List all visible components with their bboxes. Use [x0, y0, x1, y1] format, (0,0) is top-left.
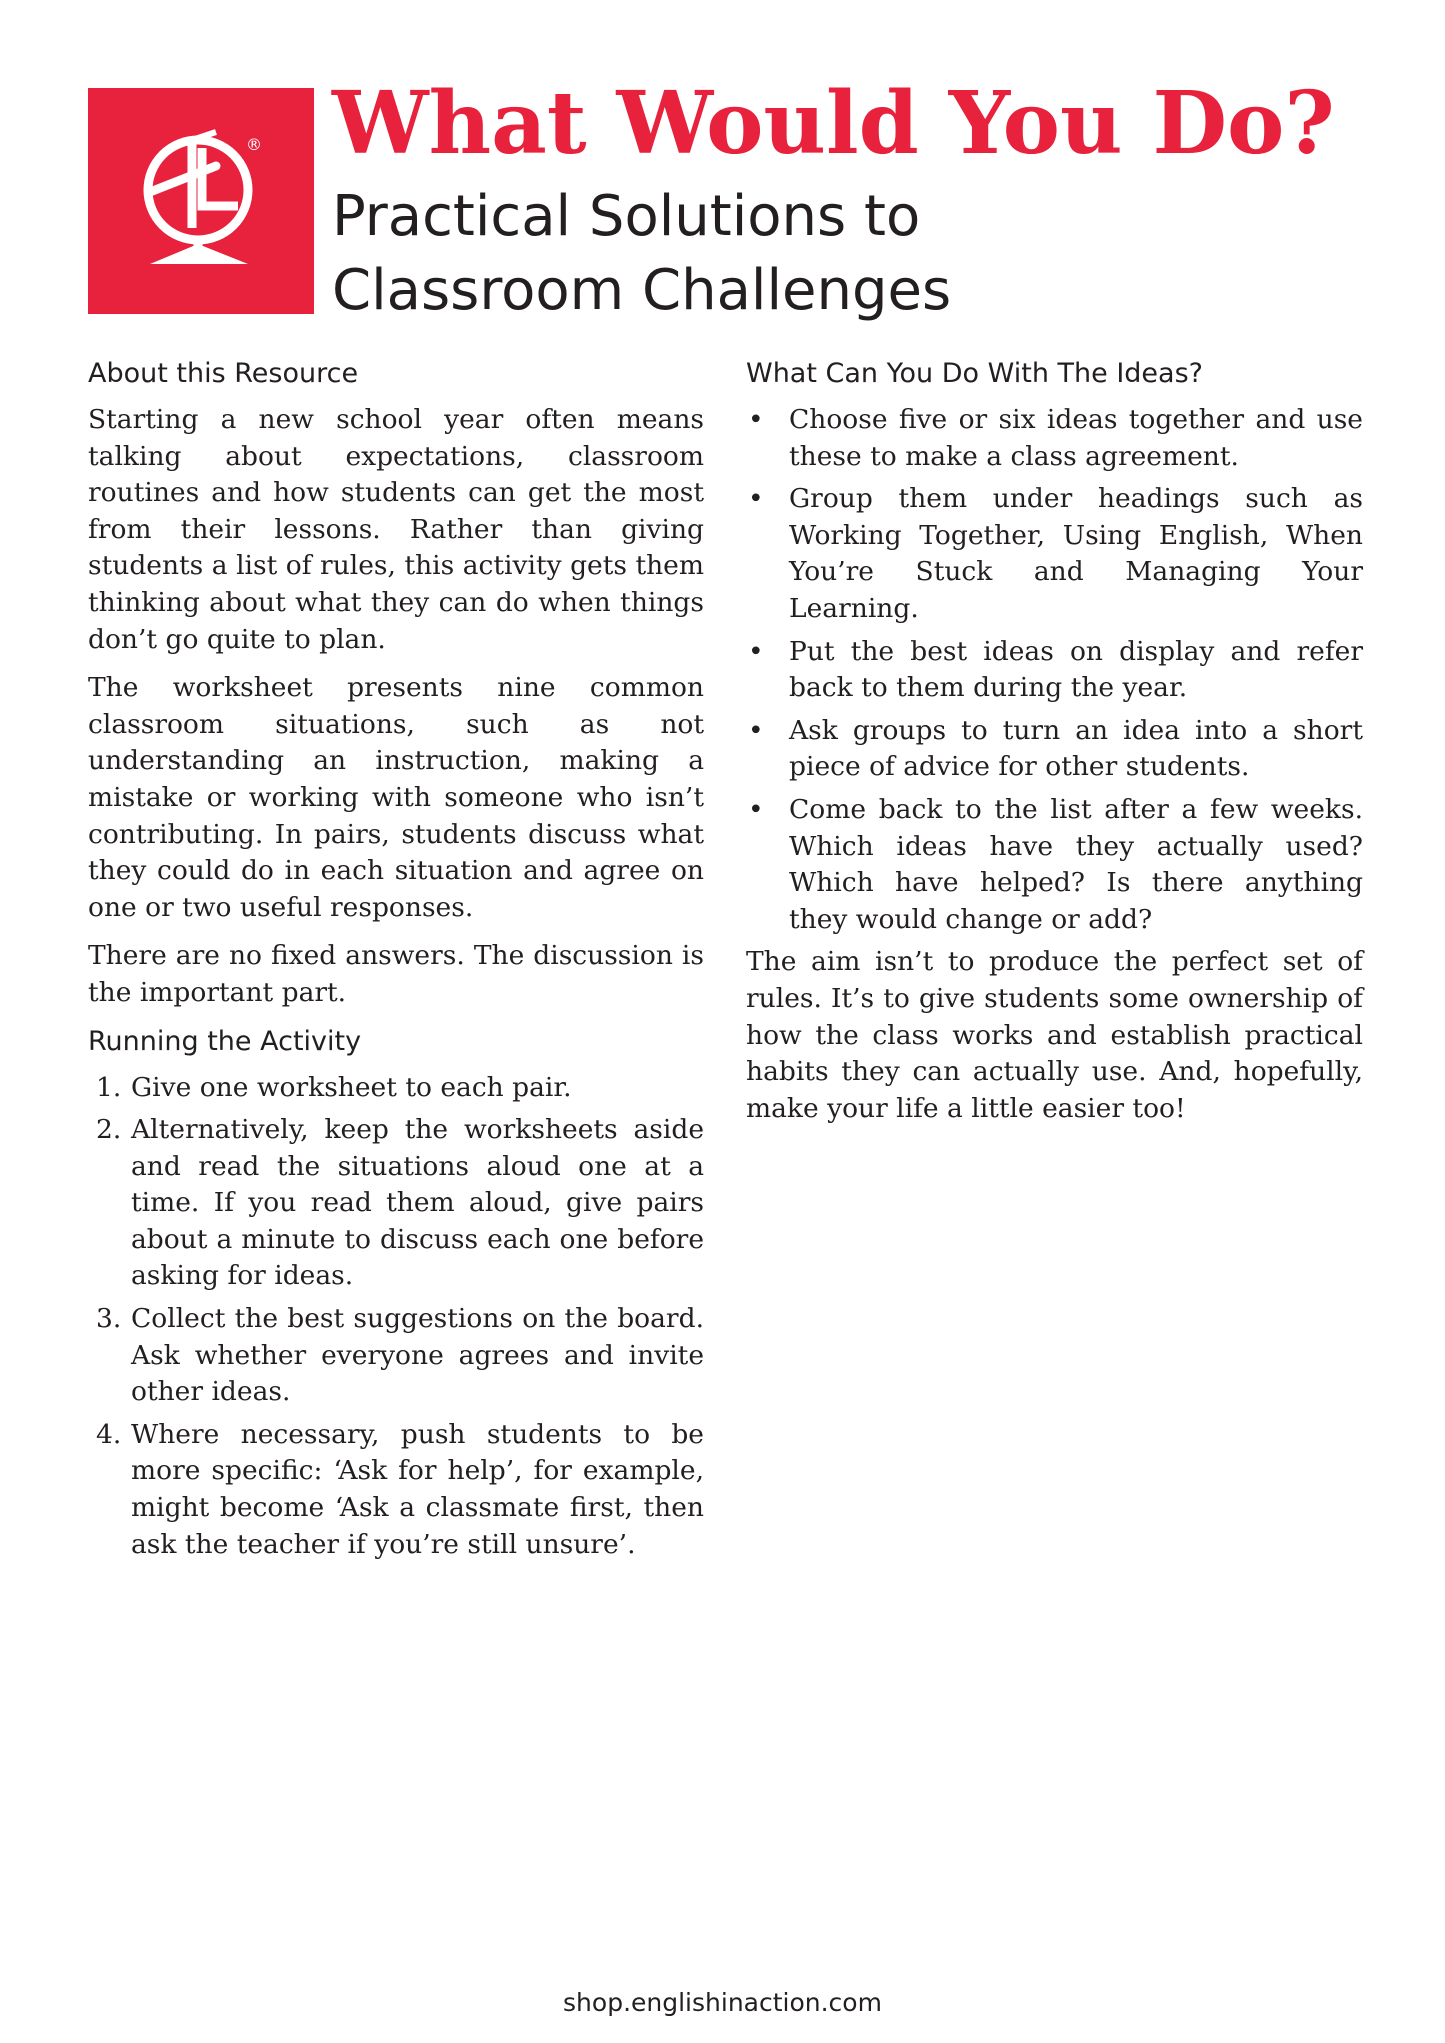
- about-paragraph: There are no fixed answers. The discussion is the important part.: [88, 940, 704, 1008]
- steps-list: [88, 1070, 704, 1564]
- closing-paragraph: The aim isn’t to produce the perfect set of rules. It’s to give students some ownership of how the class works and establish practical habits they can actually use. And, hopefully, make your life a little easier too!: [746, 946, 1363, 1124]
- left-column: [88, 356, 704, 1569]
- step-item: 2. Alternatively, keep the worksheets aside and read the situations aloud one at a time. If you read them aloud, give pairs about a minute to discuss each one before asking for ideas.: [88, 1112, 704, 1295]
- svg-text:®: ®: [246, 135, 262, 154]
- step-item: 4. Where necessary, push students to be more specific: ‘Ask for help’, for example, might become ‘Ask a classmate first, then ask the teacher if you’re still unsure’.: [88, 1417, 704, 1563]
- page-subtitle: [332, 180, 951, 328]
- step-item: 1. Give one worksheet to each pair.: [88, 1070, 704, 1107]
- idea-item: • Choose five or six ideas together and use these to make a class agreement.: [746, 402, 1363, 475]
- logo-icon: [88, 88, 314, 314]
- page-title: What Would You Do?: [332, 73, 1335, 174]
- idea-item: • Ask groups to turn an idea into a short piece of advice for other students.: [746, 713, 1363, 786]
- ideas-list: [746, 402, 1363, 938]
- about-paragraph: The worksheet presents nine common classroom situations, such as not understanding an instruction, making a mistake or working with someone who isn’t contributing. In pairs, students discuss what they could do in each situation and agree on one or two useful responses.: [88, 672, 704, 923]
- running-heading: Running the Activity: [88, 1025, 362, 1057]
- right-column: [746, 356, 1363, 1139]
- idea-item: • Put the best ideas on display and refer back to them during the year.: [746, 634, 1363, 707]
- subtitle-line-1: Practical Solutions to: [332, 184, 921, 249]
- footer-url[interactable]: shop.englishinaction.com: [563, 1988, 882, 2017]
- idea-item: • Group them under headings such as Working Together, Using English, When You’re Stuck and Managing Your Learning.: [746, 481, 1363, 627]
- ideas-heading: What Can You Do With The Ideas?: [746, 358, 1203, 389]
- idea-item: • Come back to the list after a few weeks. Which ideas have they actually used? Which have helped? Is there anything they would change or add?: [746, 792, 1363, 938]
- about-paragraph: Starting a new school year often means talking about expectations, classroom routines and how students can get the most from their lessons. Rather than giving students a list of rules, this activity gets them thinking about what they can do when things don’t go quite to plan.: [88, 404, 704, 655]
- brand-logo: [88, 88, 314, 314]
- step-item: 3. Collect the best suggestions on the board. Ask whether everyone agrees and invite other ideas.: [88, 1301, 704, 1411]
- subtitle-line-2: Classroom Challenges: [332, 258, 952, 323]
- about-heading: About this Resource: [88, 358, 359, 389]
